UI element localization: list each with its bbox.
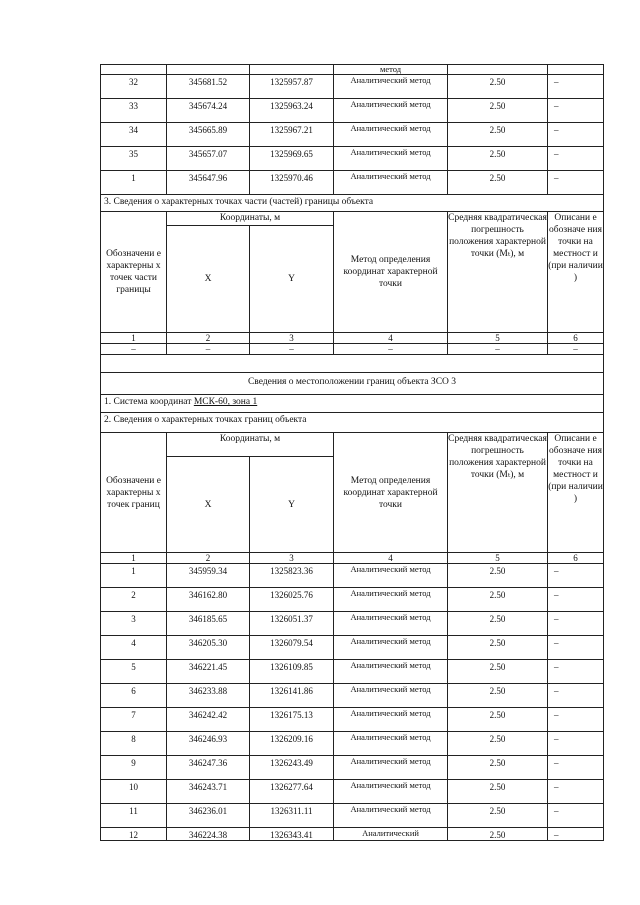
description-cell: – xyxy=(548,564,604,588)
method-cell: Аналитический метод xyxy=(334,123,448,147)
coord-x: 346233.88 xyxy=(167,684,250,708)
point-number: 9 xyxy=(101,756,167,780)
method-cell: Аналитический метод xyxy=(334,780,448,804)
point-number: 3 xyxy=(101,612,167,636)
dash-cell: – xyxy=(167,344,250,355)
empty-band-row xyxy=(101,355,604,373)
column-number: 2 xyxy=(167,333,250,344)
description-cell: – xyxy=(548,75,604,99)
coord-y: 1325970.46 xyxy=(250,171,334,195)
coord-y: 1326311.11 xyxy=(250,804,334,828)
error-cell: 2.50 xyxy=(448,636,548,660)
coord-x: 345681.52 xyxy=(167,75,250,99)
method-cell: Аналитический метод xyxy=(334,588,448,612)
point-number: 1 xyxy=(101,564,167,588)
coord-x: 346205.30 xyxy=(167,636,250,660)
dash-row xyxy=(101,344,604,355)
column-number: 4 xyxy=(334,333,448,344)
table-row xyxy=(101,660,604,684)
point-number: 7 xyxy=(101,708,167,732)
method-cell: Аналитический метод xyxy=(334,708,448,732)
description-cell: – xyxy=(548,588,604,612)
document-page xyxy=(100,64,603,841)
error-cell: 2.50 xyxy=(448,123,548,147)
header-row xyxy=(101,212,604,226)
dash-cell: – xyxy=(548,344,604,355)
error-cell: 2.50 xyxy=(448,732,548,756)
column-number: 5 xyxy=(448,333,548,344)
column-number: 3 xyxy=(250,553,334,564)
coord-x: 346247.36 xyxy=(167,756,250,780)
method-cell: Аналитический метод xyxy=(334,75,448,99)
coord-x: 346242.42 xyxy=(167,708,250,732)
method-cell: Аналитический метод xyxy=(334,756,448,780)
method-cell: Аналитический метод xyxy=(334,612,448,636)
point-number: 32 xyxy=(101,75,167,99)
table-row xyxy=(101,612,604,636)
method-cell: Аналитический метод xyxy=(334,684,448,708)
section-2-title-row xyxy=(101,413,604,433)
coord-y: 1326025.76 xyxy=(250,588,334,612)
description-cell: – xyxy=(548,780,604,804)
description-cell: – xyxy=(548,612,604,636)
dash-cell: – xyxy=(448,344,548,355)
error-cell: 2.50 xyxy=(448,804,548,828)
coord-x: 345959.34 xyxy=(167,564,250,588)
column-number: 3 xyxy=(250,333,334,344)
point-number: 12 xyxy=(101,828,167,841)
description-cell: – xyxy=(548,828,604,841)
error-cell: 2.50 xyxy=(448,684,548,708)
dash-cell: – xyxy=(334,344,448,355)
table-row xyxy=(101,780,604,804)
coordinates-header: Координаты, м xyxy=(167,433,334,457)
column-number: 2 xyxy=(167,553,250,564)
coord-x: 346162.80 xyxy=(167,588,250,612)
table-row xyxy=(101,147,604,171)
table-row xyxy=(101,65,604,75)
coord-x: 345647.96 xyxy=(167,171,250,195)
column-number: 1 xyxy=(101,333,167,344)
coord-y: 1326141.86 xyxy=(250,684,334,708)
table-row xyxy=(101,708,604,732)
coord-x: 345657.07 xyxy=(167,147,250,171)
table-row xyxy=(101,564,604,588)
coordinates-header: Координаты, м xyxy=(167,212,334,226)
method-cell: Аналитический метод xyxy=(334,171,448,195)
zone-title-row xyxy=(101,373,604,395)
system-name: МСК-60, зона 1 xyxy=(193,397,258,407)
y-header: Y xyxy=(250,226,334,333)
column-number: 1 xyxy=(101,553,167,564)
method-cell: Аналитический метод xyxy=(334,564,448,588)
table-row xyxy=(101,804,604,828)
coord-x: 345674.24 xyxy=(167,99,250,123)
coord-y: 1325823.36 xyxy=(250,564,334,588)
table-row xyxy=(101,99,604,123)
zone-title: Сведения о местоположении границ объекта ЗСО 3 xyxy=(101,373,604,395)
description-cell: – xyxy=(548,804,604,828)
method-cell: Аналитический метод xyxy=(334,99,448,123)
error-cell: 2.50 xyxy=(448,708,548,732)
coord-y: 1325969.65 xyxy=(250,147,334,171)
description-cell: – xyxy=(548,708,604,732)
x-header: X xyxy=(167,226,250,333)
coord-x: 346224.38 xyxy=(167,828,250,841)
description-cell: – xyxy=(548,660,604,684)
method-cell: Аналитический xyxy=(334,828,448,841)
coord-y: 1326277.64 xyxy=(250,780,334,804)
description-header: Описани е обозначе ния точки на местност и (при наличии ) xyxy=(548,212,604,333)
system-prefix: 1. Система координат xyxy=(104,397,194,407)
coord-y: 1325967.21 xyxy=(250,123,334,147)
method-cell: метод xyxy=(334,65,448,75)
description-cell: – xyxy=(548,732,604,756)
method-cell: Аналитический метод xyxy=(334,732,448,756)
coord-x: 346236.01 xyxy=(167,804,250,828)
error-cell: 2.50 xyxy=(448,99,548,123)
table-body xyxy=(101,65,604,841)
column-numbers-row xyxy=(101,333,604,344)
point-number: 2 xyxy=(101,588,167,612)
table-row xyxy=(101,732,604,756)
column-number: 6 xyxy=(548,333,604,344)
coord-x: 346185.65 xyxy=(167,612,250,636)
table-row xyxy=(101,684,604,708)
coord-x: 345665.89 xyxy=(167,123,250,147)
method-header: Метод определения координат характерной точки xyxy=(334,212,448,333)
column-number: 5 xyxy=(448,553,548,564)
coord-x: 346243.71 xyxy=(167,780,250,804)
y-header: Y xyxy=(250,457,334,553)
description-cell: – xyxy=(548,123,604,147)
coord-y: 1326079.54 xyxy=(250,636,334,660)
description-cell: – xyxy=(548,636,604,660)
coord-y: 1326109.85 xyxy=(250,660,334,684)
method-cell: Аналитический метод xyxy=(334,636,448,660)
table-row xyxy=(101,828,604,841)
column-number: 6 xyxy=(548,553,604,564)
coord-y: 1326209.16 xyxy=(250,732,334,756)
coordinates-table xyxy=(100,64,604,841)
point-label-header: Обозначени е характерны х точек границ xyxy=(101,433,167,553)
table-row xyxy=(101,756,604,780)
column-numbers-row xyxy=(101,553,604,564)
x-header: X xyxy=(167,457,250,553)
error-cell: 2.50 xyxy=(448,756,548,780)
point-number: 1 xyxy=(101,171,167,195)
error-cell: 2.50 xyxy=(448,828,548,841)
section-2-title: 2. Сведения о характерных точках границ объекта xyxy=(101,413,604,433)
error-cell: 2.50 xyxy=(448,147,548,171)
dash-cell: – xyxy=(101,344,167,355)
error-cell: 2.50 xyxy=(448,660,548,684)
system xyxy=(101,395,604,413)
coord-y: 1325957.87 xyxy=(250,75,334,99)
point-number: 6 xyxy=(101,684,167,708)
description-cell: – xyxy=(548,684,604,708)
point-number: 11 xyxy=(101,804,167,828)
error-cell: 2.50 xyxy=(448,564,548,588)
column-number: 4 xyxy=(334,553,448,564)
error-cell: 2.50 xyxy=(448,75,548,99)
empty-band xyxy=(101,355,604,373)
header-row xyxy=(101,433,604,457)
section-3-title: 3. Сведения о характерных точках части (частей) границы объекта xyxy=(101,195,604,212)
point-number: 5 xyxy=(101,660,167,684)
method-cell: Аналитический метод xyxy=(334,804,448,828)
error-cell: 2.50 xyxy=(448,171,548,195)
description-cell: – xyxy=(548,171,604,195)
table-row xyxy=(101,171,604,195)
table-row xyxy=(101,636,604,660)
table-row xyxy=(101,123,604,147)
point-number: 10 xyxy=(101,780,167,804)
point-number: 4 xyxy=(101,636,167,660)
point-number: 8 xyxy=(101,732,167,756)
coord-y: 1325963.24 xyxy=(250,99,334,123)
error-header: Средняя квадратическая погрешность положения характерной точки (Mₜ), м xyxy=(448,212,548,333)
point-number: 34 xyxy=(101,123,167,147)
description-cell: – xyxy=(548,147,604,171)
table-row xyxy=(101,588,604,612)
point-number: 33 xyxy=(101,99,167,123)
description-cell: – xyxy=(548,99,604,123)
point-label-header: Обозначени е характерны х точек части границы xyxy=(101,212,167,333)
method-cell: Аналитический метод xyxy=(334,660,448,684)
error-cell: 2.50 xyxy=(448,588,548,612)
coord-x: 346246.93 xyxy=(167,732,250,756)
section-3-title-row xyxy=(101,195,604,212)
point-number: 35 xyxy=(101,147,167,171)
description-cell: – xyxy=(548,756,604,780)
table-row xyxy=(101,75,604,99)
method-header: Метод определения координат характерной точки xyxy=(334,433,448,553)
method-cell: Аналитический метод xyxy=(334,147,448,171)
system-row xyxy=(101,395,604,413)
coord-y: 1326051.37 xyxy=(250,612,334,636)
error-cell: 2.50 xyxy=(448,612,548,636)
coord-x: 346221.45 xyxy=(167,660,250,684)
description-header: Описани е обозначе ния точки на местност и (при наличии ) xyxy=(548,433,604,553)
error-cell: 2.50 xyxy=(448,780,548,804)
coord-y: 1326343.41 xyxy=(250,828,334,841)
coord-y: 1326243.49 xyxy=(250,756,334,780)
coord-y: 1326175.13 xyxy=(250,708,334,732)
dash-cell: – xyxy=(250,344,334,355)
error-header: Средняя квадратическая погрешность положения характерной точки (Mₜ), м xyxy=(448,433,548,553)
